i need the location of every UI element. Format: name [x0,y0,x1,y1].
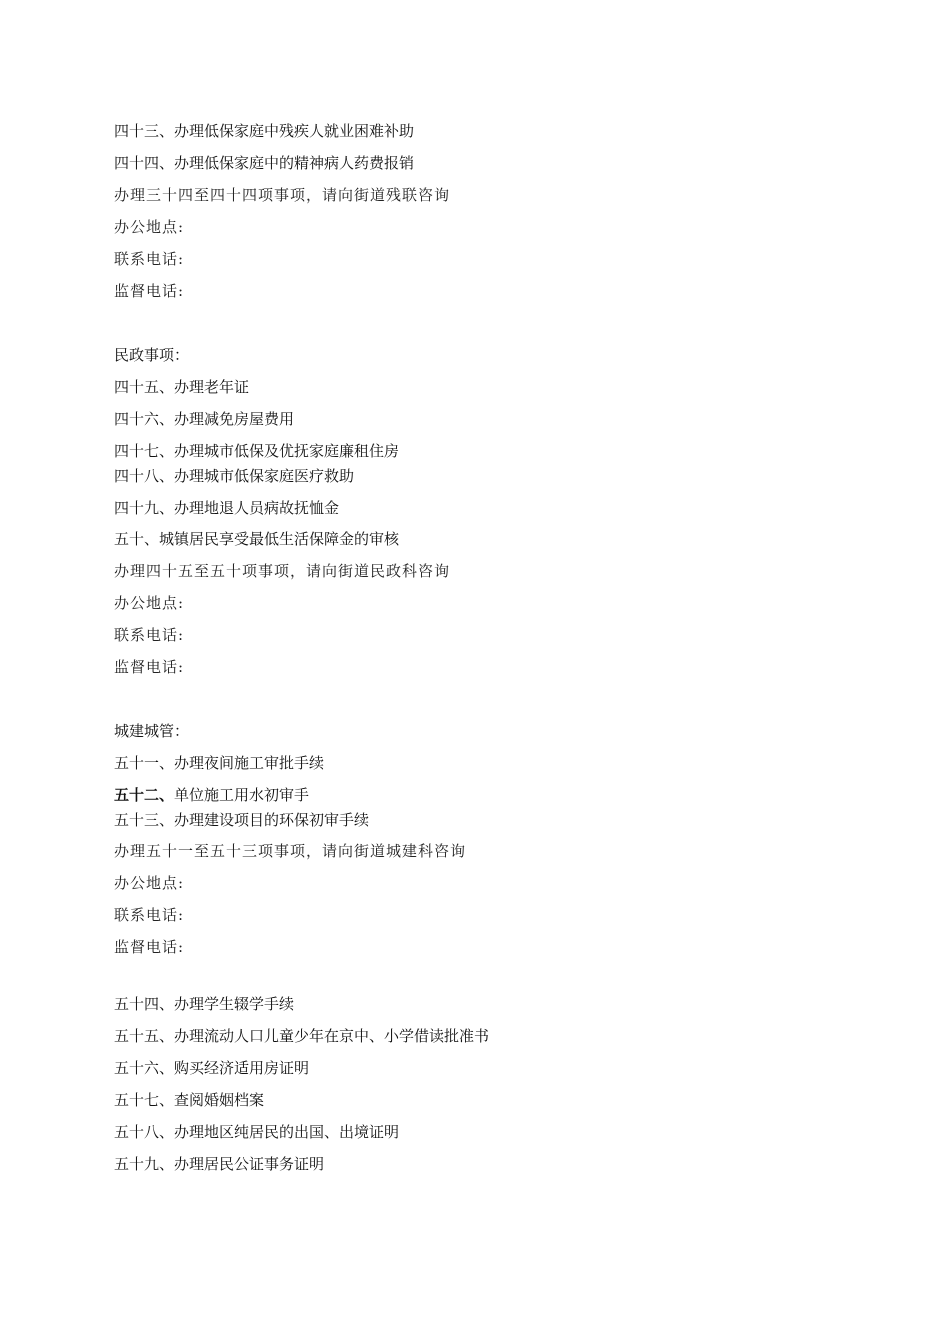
item-50: 五十、城镇居民享受最低生活保障金的审核 [114,530,400,548]
item-43: 四十三、办理低保家庭中残疾人就业困难补助 [114,122,415,140]
contact-phone-label: 联系电话: [114,906,185,924]
item-49: 四十九、办理地退人员病故抚恤金 [114,499,340,517]
item-46: 四十六、办理减免房屋费用 [114,410,295,428]
consult-note: 办理三十四至四十四项事项，请向街道残联咨询 [114,186,451,204]
item-57: 五十七、查阅婚姻档案 [114,1091,265,1109]
supervision-phone-label: 监督电话: [114,938,185,956]
item-52-number: 五十二、 [114,786,175,804]
item-45: 四十五、办理老年证 [114,378,250,396]
consult-note: 办理四十五至五十项事项，请向街道民政科咨询 [114,562,451,580]
supervision-phone-label: 监督电话: [114,282,185,300]
contact-phone-label: 联系电话: [114,626,185,644]
item-44: 四十四、办理低保家庭中的精神病人药费报销 [114,154,415,172]
item-47: 四十七、办理城市低保及优抚家庭廉租住房 [114,442,400,460]
office-location-label: 办公地点: [114,218,185,236]
section-heading-civil-affairs: 民政事项： [114,346,190,364]
item-51: 五十一、办理夜间施工审批手续 [114,754,325,772]
item-53: 五十三、办理建设项目的环保初审手续 [114,811,370,829]
item-59: 五十九、办理居民公证事务证明 [114,1155,325,1173]
office-location-label: 办公地点: [114,594,185,612]
item-52 [114,785,309,805]
item-56: 五十六、购买经济适用房证明 [114,1059,310,1077]
contact-phone-label: 联系电话: [114,250,185,268]
item-58: 五十八、办理地区纯居民的出国、出境证明 [114,1123,400,1141]
item-48: 四十八、办理城市低保家庭医疗救助 [114,467,355,485]
item-54: 五十四、办理学生辍学手续 [114,995,295,1013]
section-heading-urban-construction: 城建城管： [114,722,190,740]
item-52-text: 单位施工用水初审手 [174,786,310,804]
consult-note: 办理五十一至五十三项事项，请向街道城建科咨询 [114,842,467,860]
office-location-label: 办公地点: [114,874,185,892]
supervision-phone-label: 监督电话: [114,658,185,676]
item-55: 五十五、办理流动人口儿童少年在京中、小学借读批准书 [114,1027,490,1045]
